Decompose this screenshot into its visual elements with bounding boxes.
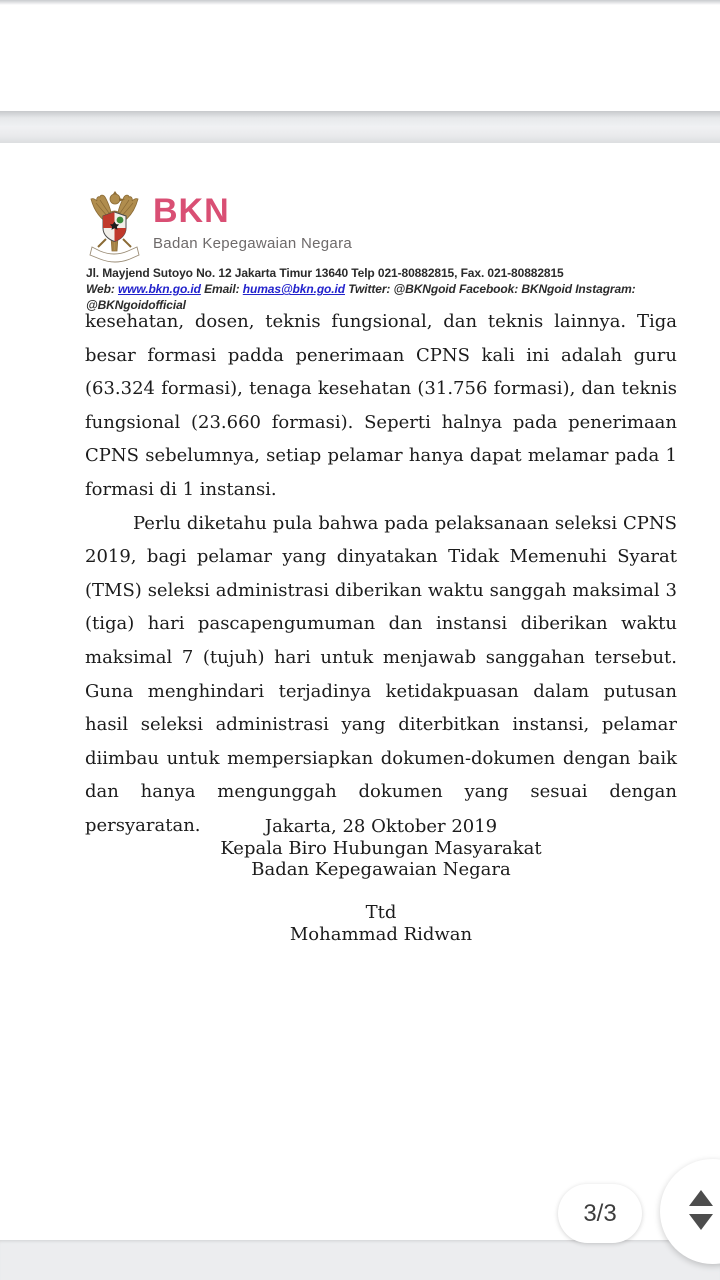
- scroll-up-icon[interactable]: [689, 1190, 713, 1206]
- address-line: Jl. Mayjend Sutoyo No. 12 Jakarta Timur 13640 Telp 021-80882815, Fax. 021-80882815: [86, 266, 564, 280]
- page-indicator: [558, 1184, 642, 1243]
- web-label: Web:: [86, 282, 118, 296]
- signature-title-2: Badan Kepegawaian Negara: [251, 859, 511, 880]
- signature-block: [85, 816, 677, 945]
- website-link[interactable]: www.bkn.go.id: [117, 282, 201, 296]
- social-handles: Twitter: @BKNgoid Facebook: BKNgoid Instagram: @BKNgoidofficial: [86, 282, 636, 312]
- paragraph-1: kesehatan, dosen, teknis fungsional, dan teknis lainnya. Tiga besar formasi padda penerimaan CPNS kali ini adalah guru (63.324 formasi), tenaga kesehatan (31.756 formasi), dan teknis fungsional (23.660 formasi). Seperti halnya pada penerimaan CPNS sebelumnya, setiap pelamar hanya dapat melamar pada 1 formasi di 1 instansi.: [85, 311, 677, 500]
- letterhead: [87, 187, 352, 265]
- signature-ttd: Ttd: [365, 902, 397, 923]
- email-label: Email:: [200, 282, 243, 296]
- email-link[interactable]: humas@bkn.go.id: [242, 282, 345, 296]
- scroll-down-icon[interactable]: [689, 1214, 713, 1230]
- signature-title-1: Kepala Biro Hubungan Masyarakat: [220, 837, 542, 859]
- signature-place-date: Jakarta, 28 Oktober 2019: [264, 816, 498, 837]
- letter-body: [85, 305, 677, 843]
- brand-block: [153, 194, 352, 252]
- paragraph-2: Perlu diketahu pula bahwa pada pelaksanaan seleksi CPNS 2019, bagi pelamar yang dinyatakan Tidak Memenuhi Syarat (TMS) seleksi administrasi diberikan waktu sanggah maksimal 3 (tiga) hari pascapengumuman dan instansi diberikan waktu maksimal 7 (tujuh) hari untuk menjawab sanggahan tersebut. Guna menghindari terjadinya ketidakpuasan dalam putusan hasil seleksi administrasi yang diterbitkan instansi, pelamar diimbau untuk mempersiapkan dokumen-dokumen dengan baik dan hanya mengunggah dokumen yang sesuai dengan persyaratan.: [85, 512, 677, 836]
- viewer-bottom-bar: [0, 1240, 720, 1280]
- garuda-pancasila-logo-icon: [87, 187, 142, 265]
- page-separator-gap: [0, 111, 720, 143]
- signature-name: Mohammad Ridwan: [289, 923, 473, 945]
- previous-page-top-shadow: [0, 0, 720, 5]
- brand-subtitle: Badan Kepegawaian Negara: [153, 235, 353, 252]
- page-indicator-label: 3/3: [583, 1199, 617, 1227]
- brand-name: BKN: [153, 192, 230, 230]
